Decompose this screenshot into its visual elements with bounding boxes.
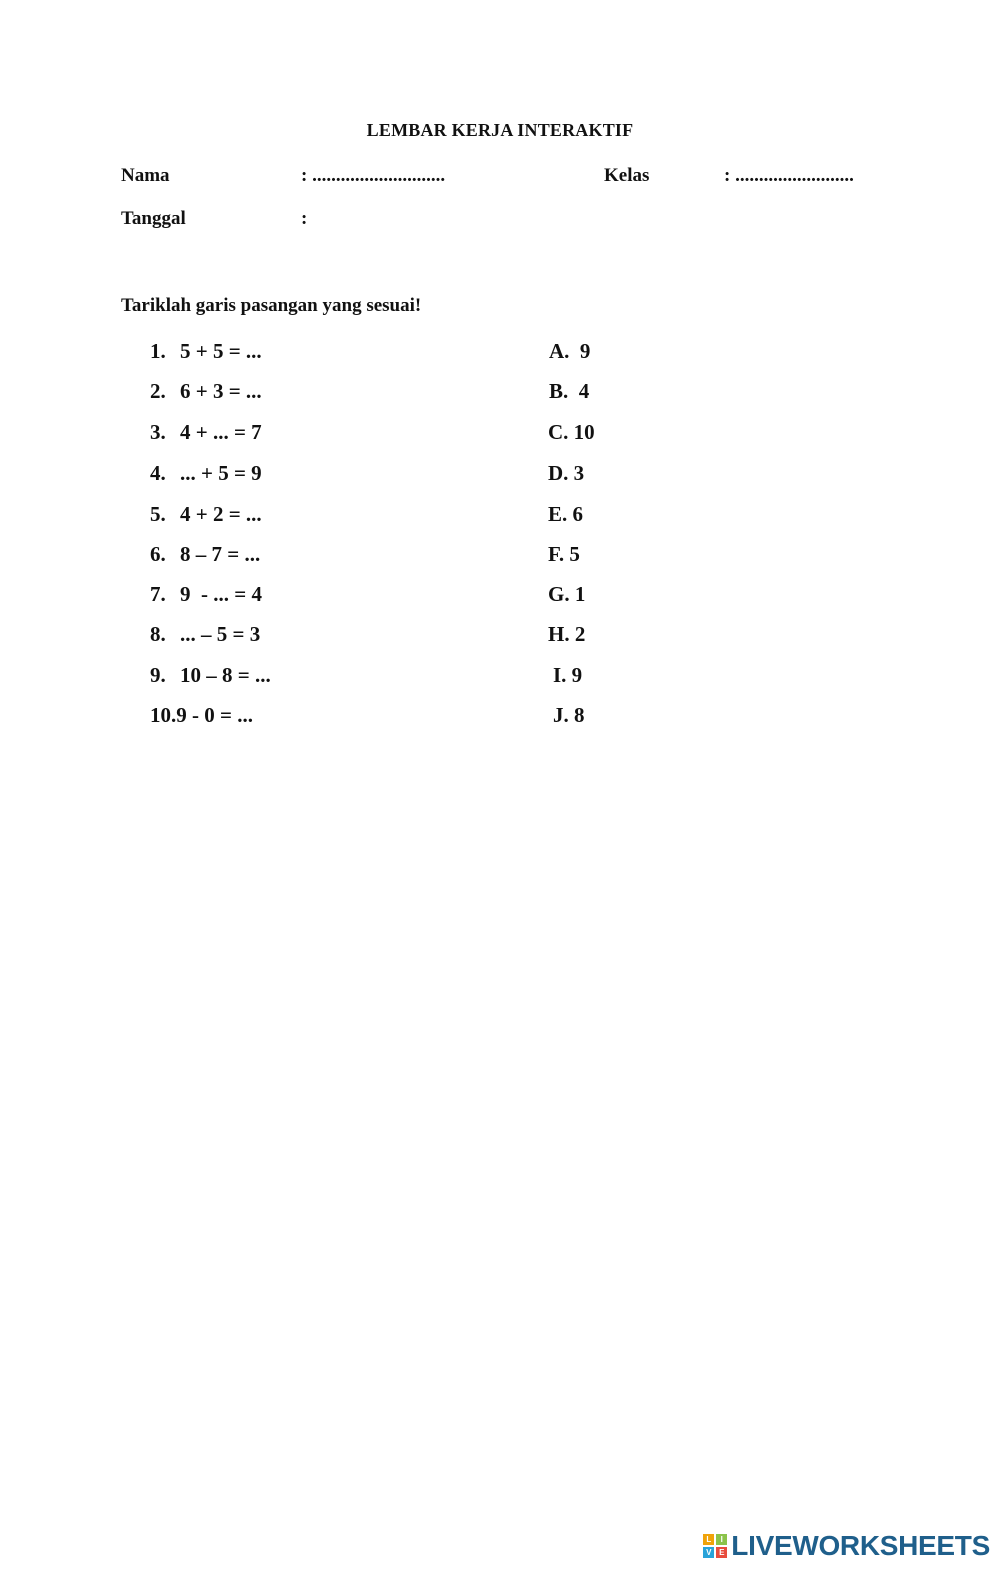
question-text: 9 - ... = 4: [180, 582, 262, 606]
question-text: 4 + 2 = ...: [180, 502, 262, 526]
question-item-10[interactable]: [150, 703, 253, 728]
question-item-7[interactable]: [150, 582, 262, 607]
nama-field[interactable]: : ............................: [301, 165, 446, 186]
liveworksheets-logo: [703, 1530, 990, 1562]
kelas-field[interactable]: : .........................: [724, 165, 854, 186]
question-item-8[interactable]: [150, 622, 260, 647]
logo-block: E: [716, 1547, 727, 1558]
question-text: 6 + 3 = ...: [180, 379, 262, 403]
question-number: 2.: [150, 379, 166, 403]
answer-item-e[interactable]: E. 6: [548, 502, 584, 526]
question-item-9[interactable]: [150, 663, 271, 688]
logo-block: L: [703, 1534, 714, 1545]
question-number: 3.: [150, 420, 166, 444]
question-number: 6.: [150, 542, 166, 566]
question-text: 10 – 8 = ...: [180, 663, 271, 687]
question-number: 9.: [150, 663, 166, 687]
question-number: 7.: [150, 582, 166, 606]
question-text: 4 + ... = 7: [180, 420, 262, 444]
question-item-3[interactable]: [150, 420, 262, 445]
question-item-4[interactable]: [150, 461, 262, 486]
answer-item-h[interactable]: H. 2: [548, 622, 586, 646]
answer-item-b[interactable]: B. 4: [549, 379, 590, 403]
answer-item-i[interactable]: I. 9: [553, 663, 583, 687]
question-text: ... – 5 = 3: [180, 622, 261, 646]
question-text: 9 - 0 = ...: [176, 703, 253, 727]
answer-item-f[interactable]: F. 5: [548, 542, 580, 566]
question-number: 5.: [150, 502, 166, 526]
instruction-text: Tariklah garis pasangan yang sesuai!: [121, 295, 422, 316]
question-item-2[interactable]: [150, 379, 262, 404]
question-text: 5 + 5 = ...: [180, 339, 262, 363]
nama-label: Nama: [121, 165, 170, 186]
logo-block: I: [716, 1534, 727, 1545]
answer-item-c[interactable]: C. 10: [548, 420, 595, 444]
question-text: ... + 5 = 9: [180, 461, 262, 485]
logo-text: LIVEWORKSHEETS: [731, 1530, 990, 1561]
question-number: 4.: [150, 461, 166, 485]
question-number: 1.: [150, 339, 166, 363]
question-item-5[interactable]: [150, 502, 262, 527]
answer-item-j[interactable]: J. 8: [553, 703, 585, 727]
answer-item-g[interactable]: G. 1: [548, 582, 586, 606]
question-number: 8.: [150, 622, 166, 646]
worksheet-title: LEMBAR KERJA INTERAKTIF: [366, 120, 634, 140]
logo-block: V: [703, 1547, 714, 1558]
tanggal-label: Tanggal: [121, 208, 186, 229]
answer-item-d[interactable]: D. 3: [548, 461, 585, 485]
answer-item-a[interactable]: A. 9: [549, 339, 591, 363]
question-text: 8 – 7 = ...: [180, 542, 261, 566]
question-item-6[interactable]: [150, 542, 260, 567]
logo-blocks-icon: [703, 1534, 727, 1558]
tanggal-field[interactable]: :: [301, 208, 308, 229]
question-number: 10.: [150, 703, 177, 727]
kelas-label: Kelas: [604, 165, 650, 186]
question-item-1[interactable]: [150, 339, 262, 364]
